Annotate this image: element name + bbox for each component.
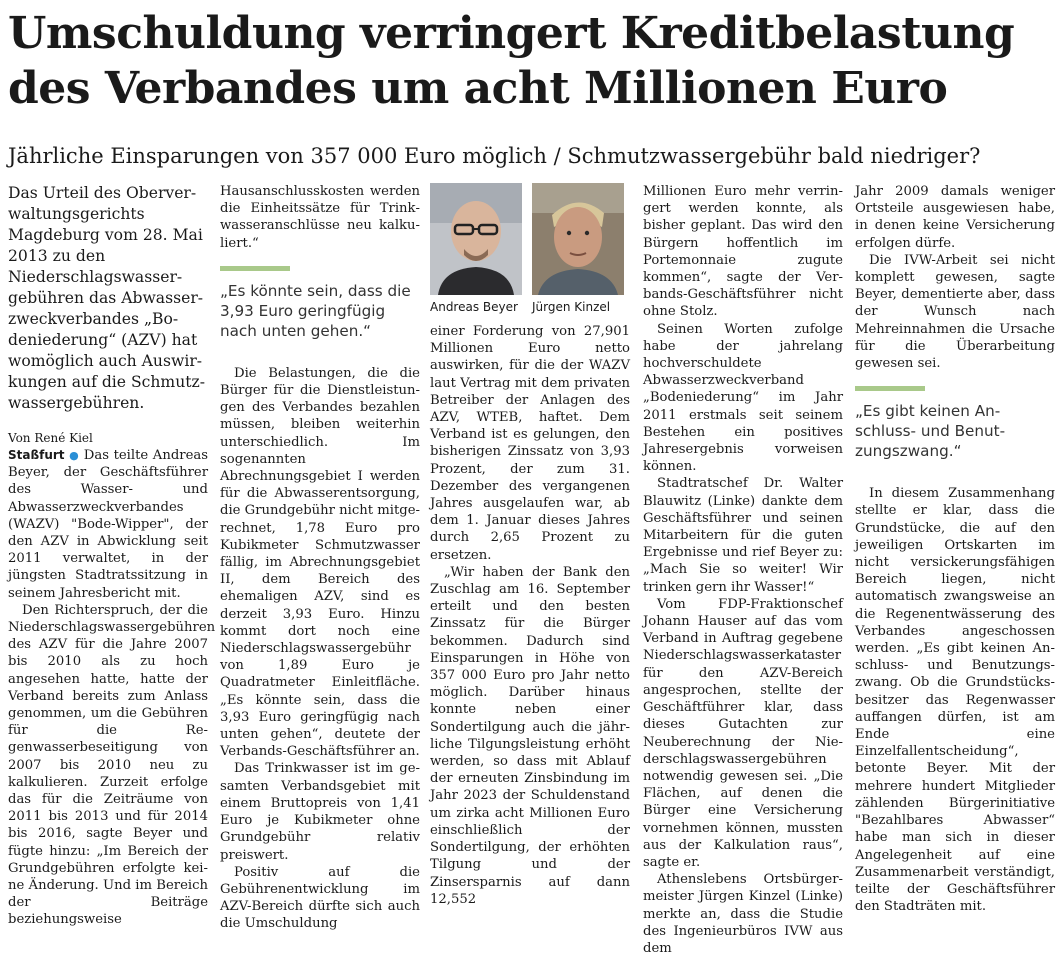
headline — [8, 6, 1058, 116]
article-paragraph: Die IVW-Arbeit sei nicht komplett gewesen, sagte Beyer, dementierte aber, dass der Wunsch nach Mehreinnahmen die Ursache für die Überarbeitung gewesen sei. — [855, 252, 1055, 372]
photo-andreas-beyer — [430, 183, 522, 315]
article-paragraph — [8, 447, 208, 602]
column-1 — [8, 183, 216, 928]
byline: Von René Kiel — [8, 431, 93, 445]
article-paragraph: In diesem Zusammenhang stellte er klar, dass die Grundstücke, die auf den jeweiligen Ortskarten im nicht versickerungsfähigen Bereich liegen, nicht automatisch zwangsweise an die Regenentwässerung des Verbandes angeschossen werden. „Es gibt keinen Anschluss- und Benutzungszwang. Ob die Grundstücksbesitzer das Regenwasser auffangen dürfen, ist am Ende eine Einzelfallentscheidung“, betonte Beyer. Mit der mehrere hundert Mitglieder zählenden Bürgerinitiative "Bezahlbares Abwasser“ habe man sich in dieser Angelegenheit auf eine Zusammenarbeit verständigt, teilte der Geschäftsführer den Stadträten mit. — [855, 486, 1055, 915]
portrait-photos — [430, 183, 630, 315]
portrait-image — [430, 183, 522, 295]
pull-quote: „Es gibt keinen Anschluss- und Benutzungszwang.“ — [855, 402, 1006, 461]
lead-paragraph: Das Urteil des Oberverwaltungsgerichts Magdeburg vom 28. Mai 2013 zu den Niederschlagswassergebühren das Abwasserzweckverbandes „Bodeniederung“ (AZV) hat womöglich auch Auswirkungen auf die Schmutzwassergebühren. — [8, 184, 206, 412]
article-paragraph: Vom FDP-Fraktionschef Johann Hauser auf das vom Verband in Auftrag gegebene Niederschlagswasserkataster für den AZV-Bereich angesprochen, stellte der Geschäftführer klar, dass dieses Gutachten zur Neuberechnung der Niederschlagswassergebühren notwendig gewesen sei. „Die Flächen, auf denen die Bürger eine Versicherung vornehmen können, mussten aus der Kalkulation raus“, sagte er. — [643, 596, 843, 870]
article-paragraph: Hausanschlusskosten werden die Einheitssätze für Trinkwasseranschlüsse neu kalkuliert.“ — [220, 184, 420, 251]
quote-accent-bar — [220, 266, 290, 271]
photo-juergen-kinzel — [532, 183, 624, 315]
photo-caption: Jürgen Kinzel — [532, 300, 611, 314]
headline-line-1: Umschuldung verringert Kreditbelastung — [8, 8, 1015, 59]
article-paragraph: „Wir haben der Bank den Zuschlag am 16. September erteilt und den besten Zinssatz für die Bürger bekommen. Dadurch sind Einsparungen in Höhe von 357 000 Euro pro Jahr netto möglich. Darüber hinaus konnte neben einer Sondertilgung auch die jährliche Tilgungsleistung erhöht werden, so dass mit Ablauf der erneuten Zinsbindung im Jahr 2023 der Schuldenstand um zirka acht Millionen Euro einschließlich der Sondertilgung, der erhöhten Tilgung und der Zinsersparnis auf dann 12,552 — [430, 564, 630, 907]
article-paragraph: Die Belastungen, die die Bürger für die Dienstleistungen des Verbandes bezahlen müssen, bleiben weiterhin unterschiedlich. Im sogenannten Abrechnungsgebiet I werden für die Abwasserentsorgung, die Grundgebühr nicht mitgerechnet, 1,78 Euro pro Kubikmeter Schmutzwasser fällig, im Abrechnungsgebiet II, dem Bereich des ehemaligen AZV, sind es derzeit 3,93 Euro. Hinzu kommt dort noch eine Niederschlagswassergebühr von 1,89 Euro je Quadratmeter Einleitfläche. „Es könnte sein, dass die 3,93 Euro geringfügig nach unten gehen“, deutete der Verbands-Geschäftsführer an. — [220, 365, 420, 760]
column-2 — [220, 183, 420, 932]
article-paragraph: Athenslebens Ortsbürgermeister Jürgen Kinzel (Linke) merkte an, dass die Studie des Ingenieurbüros IVW aus dem — [643, 872, 843, 956]
portrait-image — [532, 183, 624, 295]
article-paragraph: Seinen Worten zufolge habe der jahrelang hochverschuldete Abwasserzweckverband „Bodeniederung“ im Jahr 2011 erstmals seit seinem Bestehen ein positives Jahresergebnis vorweisen können. — [643, 321, 843, 475]
article-paragraph: Positiv auf die Gebührenentwicklung im AZV-Bereich dürfte sich auch die Umschuldung — [220, 864, 420, 932]
headline-line-2: des Verbandes um acht Millionen Euro — [8, 63, 948, 114]
photo-caption: Andreas Beyer — [430, 300, 518, 314]
portrait-beyer-illustration — [430, 183, 522, 295]
column-3 — [430, 183, 630, 907]
quote-accent-bar — [855, 386, 925, 391]
subheadline: Jährliche Einsparungen von 357 000 Euro möglich / Schmutzwassergebühr bald niedriger? — [8, 144, 981, 168]
pull-quote: „Es könnte sein, dass die 3,93 Euro geringfügig nach unten gehen.“ — [220, 281, 411, 340]
article-paragraph: Den Richterspruch, der die Niederschlagswassergebühren des AZV für die Jahre 2007 bis 2010 als zu hoch angesehen hatte, hatte der Verband bereits zum Anlass genommen, um die Gebühren für die Regenwasserbeseitigung von 2007 bis 2010 neu zu kalkulieren. Zurzeit erfolge das für die Zeiträume von 2011 bis 2013 und für 2014 bis 2016, sagte Beyer und fügte hinzu: „Im Bereich der Grundgebühren erfolgte keine Änderung. Und im Bereich der Beiträge beziehungsweise — [8, 602, 216, 928]
article-text: Das teilte Andreas Beyer, der Geschäftsführer des Wasser- und Abwasserzweckverbandes (WAZV) "Bode-Wipper", der den AZV in Abwicklung seit 2011 verwaltet, in der jüngsten Stadtratssitzung in seinem Jahresbericht mit. — [8, 448, 208, 601]
dateline-dot-icon: ● — [69, 449, 80, 462]
article-paragraph: Millionen Euro mehr verringert werden konnte, als bisher geplant. Das wird den Bürgern hoffentlich im Portemonnaie zugute kommen“, sagte der Verbands-Geschäftsführer nicht ohne Stolz. — [643, 184, 843, 320]
portrait-kinzel-illustration — [532, 183, 624, 295]
column-5 — [855, 183, 1055, 915]
article-paragraph: Stadtratschef Dr. Walter Blauwitz (Linke) dankte dem Geschäftsführer und seinen Mitarbeitern für die guten Ergebnisse und rief Beyer zu: „Mach Sie so weiter! Wir trinken gern ihr Wasser!“ — [643, 476, 843, 595]
column-4 — [643, 183, 843, 956]
article-paragraph: Das Trinkwasser ist im gesamten Verbandsgebiet mit einem Bruttopreis von 1,41 Euro je Kubikmeter ohne Grundgebühr relativ preiswert. — [220, 761, 420, 863]
article-paragraph: Jahr 2009 damals weniger Ortsteile ausgewiesen habe, in denen keine Versicherung erfolgen dürfe. — [855, 184, 1055, 251]
article-paragraph: einer Forderung von 27,901 Millionen Euro netto auswirken, für die der WAZV laut Vertrag mit dem privaten Betreiber der Anlagen des AZV, WTEB, haftet. Dem Verband ist es gelungen, den bisherigen Zinssatz von 3,93 Prozent, der zum 31. Dezember des vergangenen Jahres ausgelaufen war, ab dem 1. Januar dieses Jahres durch 2,65 Prozent zu ersetzen. — [430, 324, 630, 563]
dateline: Staßfurt — [8, 448, 65, 462]
